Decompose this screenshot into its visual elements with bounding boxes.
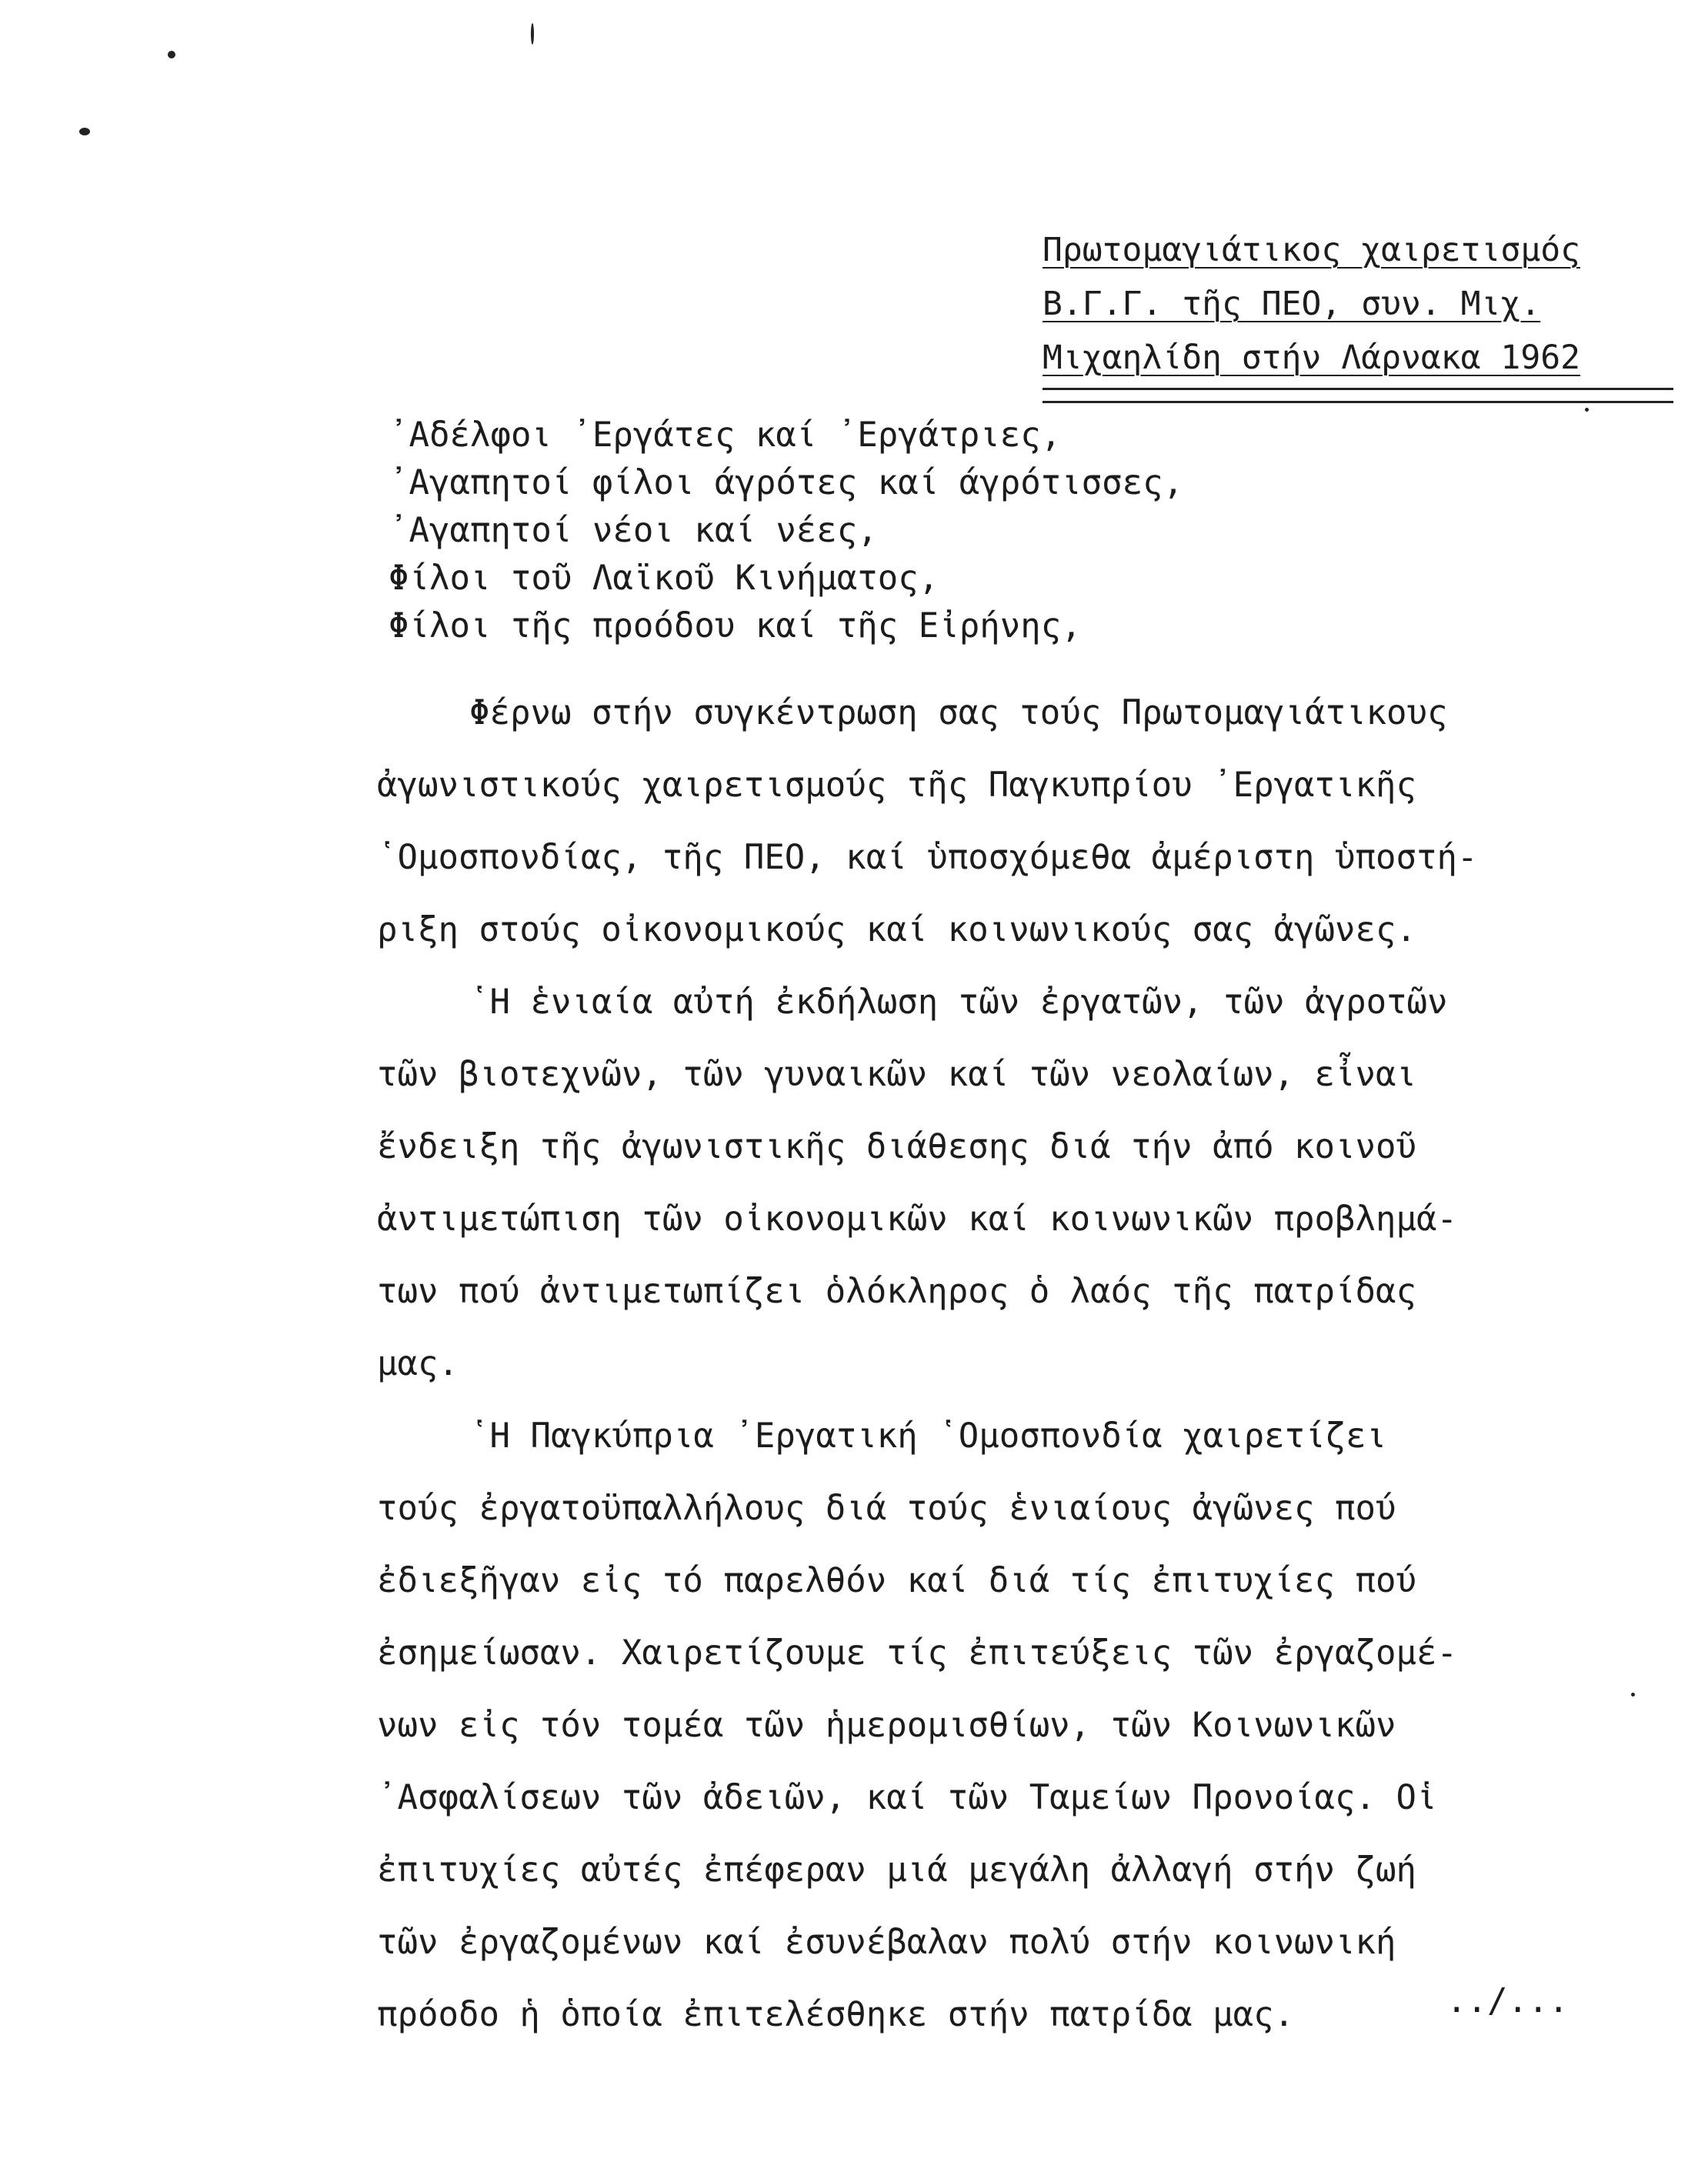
body-line: ἐσημείωσαν. Χαιρετίζουμε τίς ἐπιτεύξεις τῶν ἐργαζομέ- — [377, 1633, 1457, 1673]
body-line: τῶν ἐργαζομένων καί ἐσυνέβαλαν πολύ στήν κοινωνική — [377, 1923, 1396, 1962]
body-line: ἔνδειξη τῆς ἀγωνιστικῆς διάθεσης διά τήν ἀπό κοινοῦ — [377, 1127, 1417, 1166]
body-line: Φέρνω στήν συγκέντρωση σας τούς Πρωτομαγιάτικους — [469, 693, 1448, 732]
body-line: ῾Η ἑνιαία αὐτή ἐκδήλωση τῶν ἐργατῶν, τῶν ἀγροτῶν — [469, 983, 1448, 1022]
body-line: ριξη στούς οἰκονομικούς καί κοινωνικούς σας ἀγῶνες. — [377, 910, 1417, 949]
heading-line: Μιχαηλίδη στήν Λάρνακα 1962 — [1042, 339, 1580, 377]
body-line: νων εἰς τόν τομέα τῶν ἡμερομισθίων, τῶν Κοινωνικῶν — [377, 1706, 1396, 1745]
scan-speck — [79, 128, 90, 135]
body-line: τῶν βιοτεχνῶν, τῶν γυναικῶν καί τῶν νεολαίων, εἶναι — [377, 1055, 1417, 1094]
salutation-block — [389, 412, 1183, 650]
document-body — [377, 677, 1670, 2051]
scan-speck — [531, 23, 534, 45]
salutation-line: Φίλοι τοῦ Λαϊκοῦ Κινήματος, — [389, 559, 939, 598]
salutation-line: ᾿Αδέλφοι ᾿Εργάτες καί ᾿Εργάτριες, — [389, 415, 1062, 455]
body-line: πρόοδο ἡ ὁποία ἐπιτελέσθηκε στήν πατρίδα μας. — [377, 1995, 1295, 2034]
scan-speck — [1585, 408, 1589, 412]
body-line: τούς ἐργατοϋπαλλήλους διά τούς ἑνιαίους ἀγῶνες πού — [377, 1489, 1396, 1528]
body-line: μας. — [377, 1344, 459, 1383]
body-line: ἀντιμετώπιση τῶν οἰκονομικῶν καί κοινωνικῶν προβλημά- — [377, 1199, 1457, 1239]
document-heading — [1042, 223, 1689, 403]
page-continuation-mark: ../... — [1446, 1981, 1569, 2020]
salutation-line: ᾿Αγαπητοί φίλοι άγρότες καί άγρότισσες, — [389, 463, 1184, 502]
heading-double-rule — [1042, 388, 1673, 403]
body-line: ᾿Ασφαλίσεων τῶν ἀδειῶν, καί τῶν Ταμείων Προνοίας. Οἱ — [377, 1778, 1437, 1817]
body-line: ἐπιτυχίες αὐτές ἐπέφεραν μιά μεγάλη ἀλλαγή στήν ζωή — [377, 1850, 1417, 1890]
body-line: ῾Η Παγκύπρια ᾿Εργατική ῾Ομοσπονδία χαιρετίζει — [469, 1416, 1387, 1456]
body-line: ῾Ομοσπονδίας, τῆς ΠΕΟ, καί ὑποσχόμεθα ἀμέριστη ὑποστή- — [377, 838, 1478, 877]
heading-line: Πρωτομαγιάτικος χαιρετισμός — [1042, 231, 1580, 269]
scan-speck — [168, 51, 175, 58]
heading-line: Β.Γ.Γ. τῆς ΠΕΟ, συν. Μιχ. — [1042, 285, 1541, 323]
salutation-line: ᾿Αγαπητοί νέοι καί νέες, — [389, 511, 878, 550]
body-line: ἐδιεξῆγαν εἰς τό παρελθόν καί διά τίς ἐπιτυχίες πού — [377, 1561, 1417, 1600]
body-line: ἀγωνιστικούς χαιρετισμούς τῆς Παγκυπρίου ᾿Εργατικῆς — [377, 766, 1417, 805]
salutation-line: Φίλοι τῆς προόδου καί τῆς Εἰρήνης, — [389, 606, 1082, 646]
body-line: των πού ἀντιμετωπίζει ὁλόκληρος ὁ λαός τῆς πατρίδας — [377, 1272, 1417, 1311]
